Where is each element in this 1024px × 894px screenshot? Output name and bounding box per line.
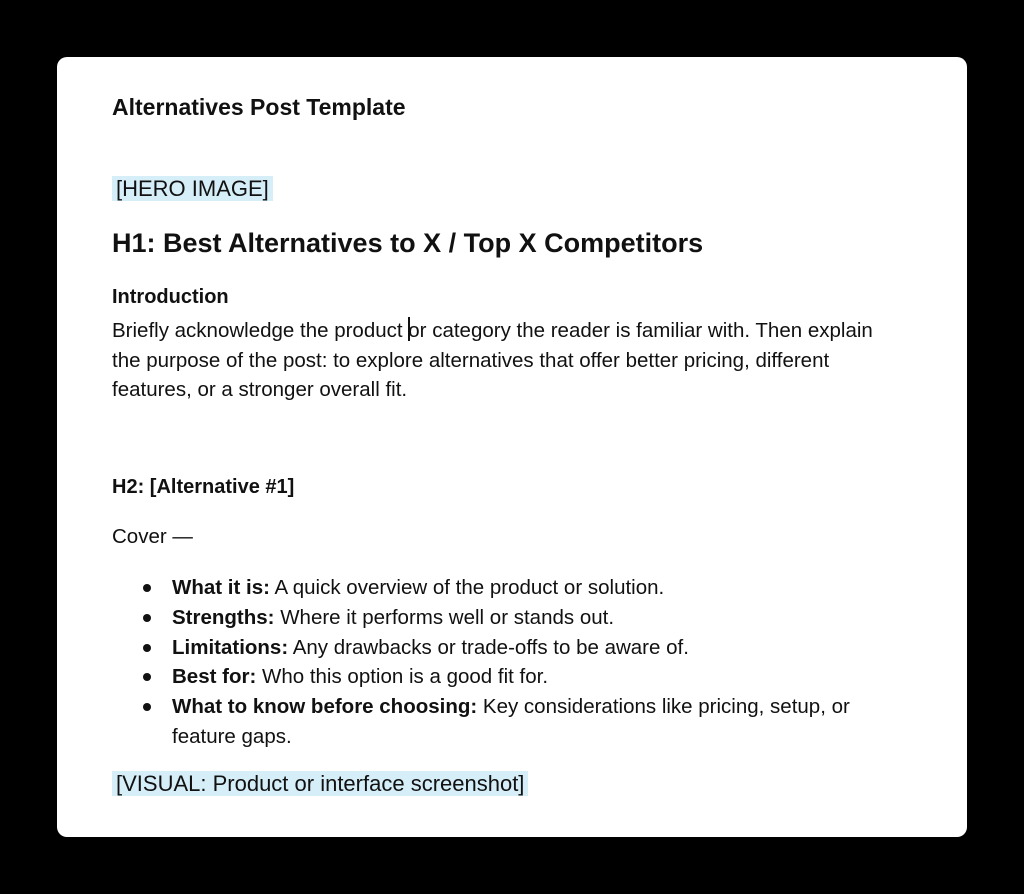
bullet-icon (143, 584, 151, 592)
document-card (57, 57, 967, 837)
visual-placeholder-text: [VISUAL: Product or interface screenshot] (112, 771, 528, 796)
bullet-icon (143, 703, 151, 711)
list-item-term: What to know before choosing: (172, 695, 478, 719)
hero-image-placeholder[interactable] (116, 176, 273, 202)
list-item-text: Where it performs well or stands out. (274, 605, 615, 629)
list-item-term: What it is: (172, 576, 270, 599)
cover-label: Cover — (112, 525, 193, 548)
list-item (112, 573, 872, 603)
list-item (112, 633, 872, 663)
introduction-text-end: or category the reader is familiar with. Then explain the purpose of the post: to explore alternatives that offer better pricing, different features, or a stronger overall fit. (112, 319, 873, 401)
list-item-text: A quick overview of the product or solution. (269, 576, 665, 599)
bullet-list (112, 573, 872, 752)
list-item-text: Key considerations like pricing, setup, or feature gaps. (172, 695, 850, 748)
introduction-text-start: Briefly acknowledge the product (112, 319, 409, 342)
list-item-term: Limitations: (172, 635, 289, 659)
list-item (112, 662, 872, 692)
document-title: Alternatives Post Template (112, 94, 406, 120)
bullet-icon (143, 644, 151, 652)
bullet-icon (143, 673, 151, 681)
h1-heading: H1: Best Alternatives to X / Top X Competitors (112, 228, 704, 258)
list-item-text: Who this option is a good fit for. (256, 665, 549, 689)
hero-image-placeholder-text: [HERO IMAGE] (112, 176, 273, 201)
bullet-icon (143, 614, 151, 622)
list-item-term: Best for: (172, 665, 257, 689)
list-item-term: Strengths: (172, 605, 275, 629)
introduction-heading: Introduction (112, 286, 229, 308)
list-item (112, 603, 872, 633)
list-item-text: Any drawbacks or trade-offs to be aware of. (288, 635, 689, 659)
list-item (112, 692, 872, 752)
introduction-text[interactable] (112, 316, 902, 405)
h2-heading: H2: [Alternative #1] (112, 476, 295, 498)
visual-placeholder[interactable] (116, 771, 528, 797)
